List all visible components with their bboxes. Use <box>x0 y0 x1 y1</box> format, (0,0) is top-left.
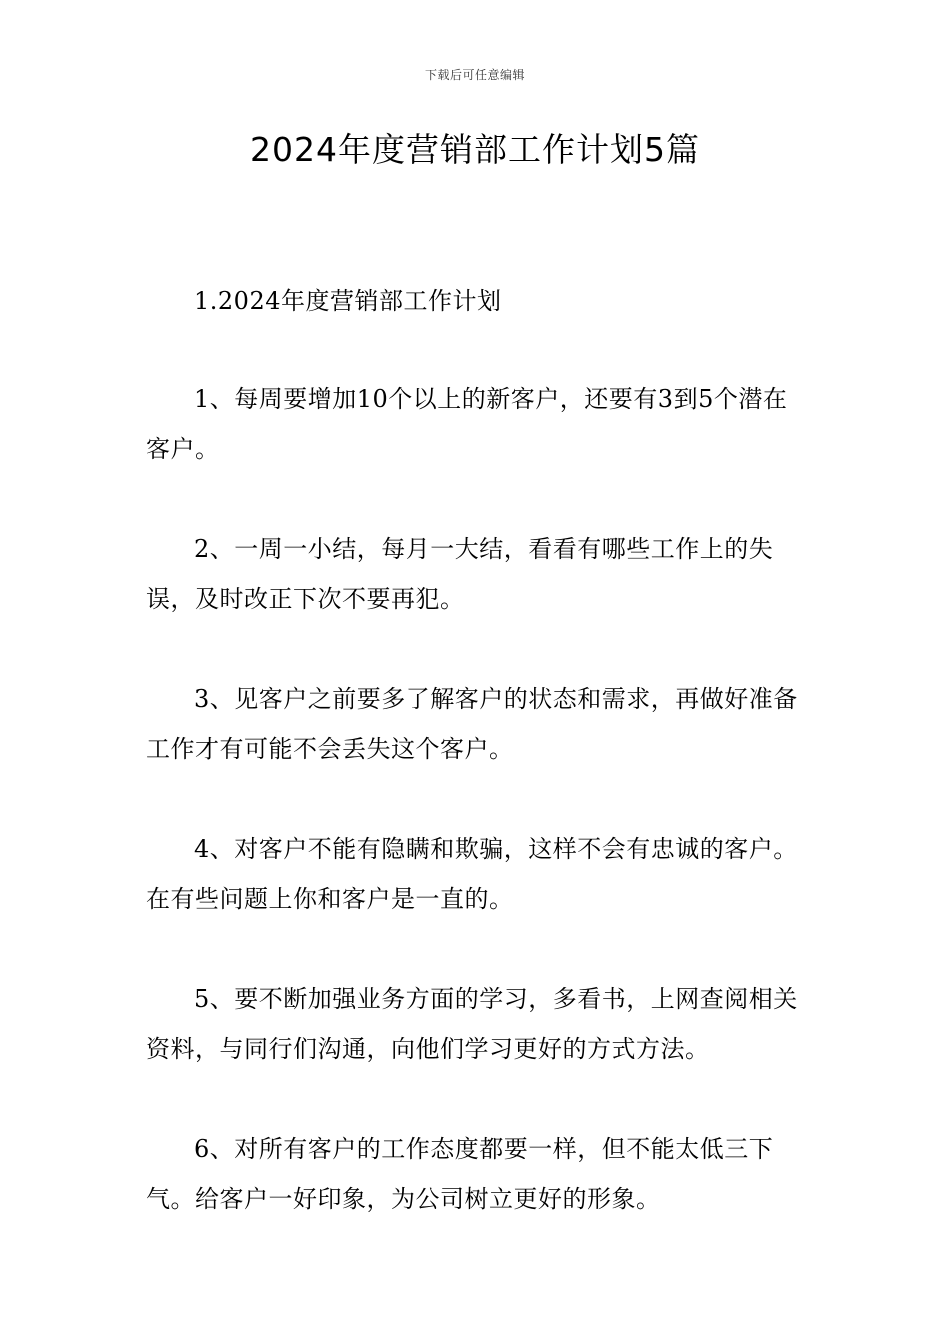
document-body <box>146 276 808 1274</box>
paragraph-5: 5、要不断加强业务方面的学习，多看书，上网查阅相关资料，与同行们沟通，向他们学习更好的方式方法。 <box>146 985 798 1063</box>
header-note: 下载后可任意编辑 <box>424 68 525 82</box>
paragraph-6: 6、对所有客户的工作态度都要一样，但不能太低三下气。给客户一好印象，为公司树立更好的形象。 <box>146 1135 774 1213</box>
document-title: 2024年度营销部工作计划5篇 <box>250 130 700 169</box>
paragraph-2: 2、一周一小结，每月一大结，看看有哪些工作上的失误，及时改正下次不要再犯。 <box>146 535 774 613</box>
paragraph-3: 3、见客户之前要多了解客户的状态和需求，再做好准备工作才有可能不会丢失这个客户。 <box>146 685 798 763</box>
paragraph-1: 1、每周要增加10个以上的新客户，还要有3到5个潜在客户。 <box>146 385 788 463</box>
section-heading: 1.2024年度营销部工作计划 <box>194 287 502 315</box>
paragraph-4: 4、对客户不能有隐瞒和欺骗，这样不会有忠诚的客户。在有些问题上你和客户是一直的。 <box>146 835 798 913</box>
